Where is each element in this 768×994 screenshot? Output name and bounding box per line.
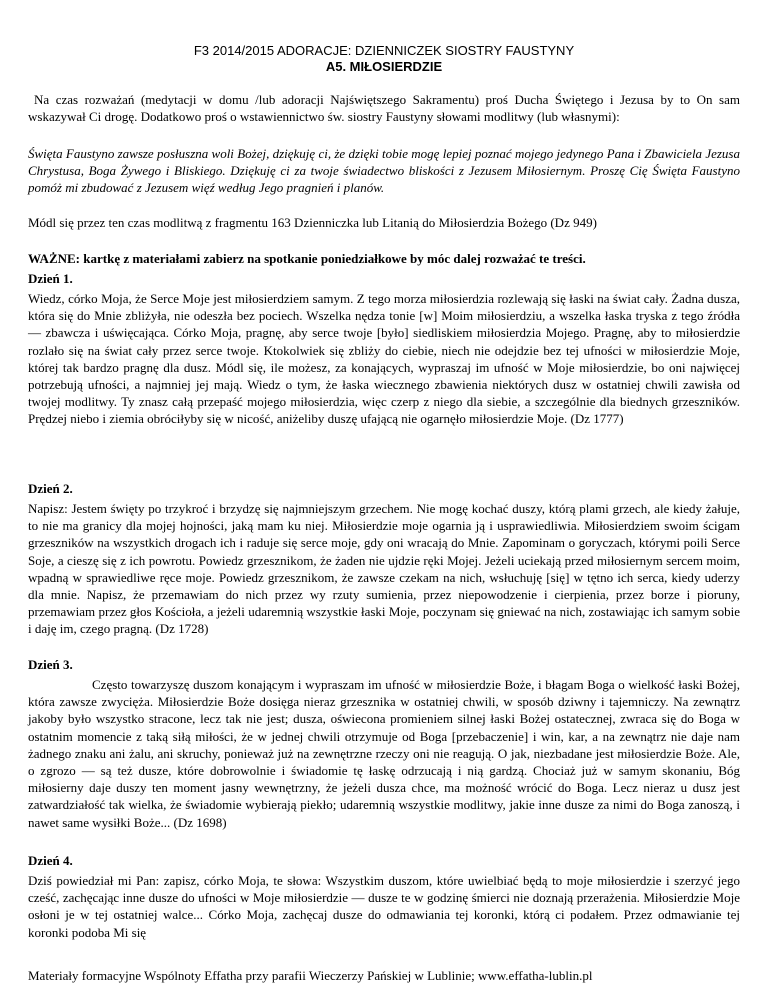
intro-paragraph: Na czas rozważań (medytacji w domu /lub adoracji Najświętszego Sakramentu) proś Ducha Świętego i Jezusa by to On sam wskazywał Ci drogę. Dodatkowo proś o wstawiennictwo św. siostry Faustyny słowami modlitwy (lub własnymi): bbox=[28, 92, 740, 125]
page-footer: Materiały formacyjne Wspólnoty Effatha przy parafii Wieczerzy Pańskiej w Lublinie; www.effatha-lublin.pl bbox=[28, 968, 593, 983]
instruction-paragraph: Módl się przez ten czas modlitwą z fragmentu 163 Dzienniczka lub Litanią do Miłosierdzia Bożego (Dz 949) bbox=[28, 215, 597, 230]
day-3-heading: Dzień 3. bbox=[28, 657, 73, 672]
day-3-text: Często towarzyszę duszom konającym i wypraszam im ufność w miłosierdzie Boże, i błagam Boga o wielkość łaski Bożej, która zawsze zwycięża. Miłosierdzie Boże dosięga nieraz grzesznika w ostatniej chwili, w sposób dziwny i tajemniczy. Na zewnątrz jakoby było wszystko stracone, lecz tak nie jest; dusza, oświecona promieniem silnej łaski Bożej ostatecznej, zwraca się do Boga w ostatnim momencie z taką siłą miłości, że w jednej chwili otrzymuje od Boga [przebaczenie] i win, kar, a na zewnątrz nie daje nam żadnego znaku ani żalu, ani skruchy, ponieważ już na zewnętrzne rzeczy oni nie reagują. O jak, niezbadane jest miłosierdzie Boże. Ale, o zgrozo — są też dusze, które dobrowolnie i świadomie tę łaskę odrzucają i nią gardzą. Chociaż już w samym skonaniu, Bóg miłosierny daje duszy ten moment jasny wewnętrzny, że jeżeli dusza chce, ma możność wrócić do Boga. Lecz nieraz u dusz jest zatwardziałość tak wielka, że świadomie wybierają piekło; udaremnią wszystkie modlitwy, jakie inne dusze za nimi do Boga zanoszą, i nawet same wysiłki Boże... (Dz 1698) bbox=[28, 677, 740, 830]
day-2-heading: Dzień 2. bbox=[28, 481, 73, 496]
document-title: F3 2014/2015 ADORACJE: DZIENNICZEK SIOSTRY FAUSTYNY bbox=[193, 43, 575, 58]
important-note: WAŻNE: kartkę z materiałami zabierz na spotkanie poniedziałkowe by móc dalej rozważać te treści. bbox=[28, 251, 586, 266]
day-4-text: Dziś powiedział mi Pan: zapisz, córko Moja, te słowa: Wszystkim duszom, które uwielbiać będą to moje miłosierdzie i szerzyć jego cześć, zachęcając inne dusze do ufności w Moje miłosierdzie — dusze te w godzinę śmierci nie doznają przerażenia. Miłosierdzie Moje osłoni je w tej ostatniej walce... Córko Moja, zachęcaj dusze do odmawiania tej koronki, którą ci podałem. Przez odmawianie tej koronki podoba Mi się bbox=[28, 873, 740, 940]
document-subtitle: A5. MIŁOSIERDZIE bbox=[325, 59, 443, 74]
day-1-heading: Dzień 1. bbox=[28, 271, 73, 286]
day-2-text: Napisz: Jestem święty po trzykroć i brzydzę się najmniejszym grzechem. Nie mogę kochać duszy, którą plami grzech, ale kiedy żałuje, to nie ma granicy dla mojej hojności, jaką mam ku niej. Miłosierdzie moje ogarnia ją i usprawiedliwia. Miłosierdziem swoim ścigam grzeszników na wszystkich drogach ich i raduje się serce moje, gdy oni wracają do Mnie. Zapominam o goryczach, którymi poili Serce Soje, a cieszę się z ich powrotu. Powiedz grzesznikom, że żaden nie ujdzie ręki Mojej. Jeżeli uciekają przed miłosiernym sercem moim, wpadną w sprawiedliwe ręce moje. Powiedz grzesznikom, że zawsze czekam na nich, wsłuchuję [się] w tętno ich serca, kiedy uderzy dla mnie. Napisz, że przemawiam do nich przez wy rzuty sumienia, przez niepowodzenie i cierpienia, przez borze i pioruny, przemawiam przez głos Kościoła, a jeżeli udaremnią wszystkie łaski Moje, poczynam się gniewać na nich, zostawiając ich samym sobie i daję im, czego pragną. (Dz 1728) bbox=[28, 501, 740, 637]
day-4-heading: Dzień 4. bbox=[28, 853, 73, 868]
prayer-paragraph: Święta Faustyno zawsze posłuszna woli Bożej, dziękuję ci, że dzięki tobie mogę lepiej poznać mojego jedynego Pana i Zbawiciela Jezusa Chrystusa, Boga Żywego i Bliskiego. Dziękuję ci za twoje świadectwo bliskości z Jezusem Miłosiernym. Proszę Cię Święta Faustyno pomóż mi zbudować z Jezusem więź według Jego pragnień i planów. bbox=[28, 146, 740, 196]
day-1-text: Wiedz, córko Moja, że Serce Moje jest miłosierdziem samym. Z tego morza miłosierdzia rozlewają się łaski na świat cały. Żadna dusza, która się do Mnie zbliżyła, nie odeszła bez pociech. Wszelka nędza tonie [w] Moim miłosierdziu, a wszelka łaska tryska z tego źródła — zbawcza i uświęcająca. Córko Moja, pragnę, aby serce twoje [było] siedliskiem miłosierdzia Mojego. Pragnę, aby to miłosierdzie rozlało się na świat cały przez serce twoje. Ktokolwiek się zbliży do ciebie, niech nie odejdzie bez tej ufności w miłosierdzie Moje, której tak bardzo pragnę dla dusz. Módl się, ile możesz, za konających, wypraszaj im ufność w Moje miłosierdzie, bo oni najwięcej potrzebują ufności, a najmniej jej mają. Wiedz o tym, że łaska wiecznego zbawienia niektórych dusz w ostatniej chwili zawisła od twojej modlitwy. Ty znasz całą przepaść mojego miłosierdzia, więc czerp z niego dla siebie, a szczególnie dla biednych grzeszników. Prędzej niebo i ziemia obróciłyby się w nicość, aniżeliby duszę ufającą nie ogarnęło miłosierdzie Moje. (Dz 1777) bbox=[28, 291, 740, 427]
